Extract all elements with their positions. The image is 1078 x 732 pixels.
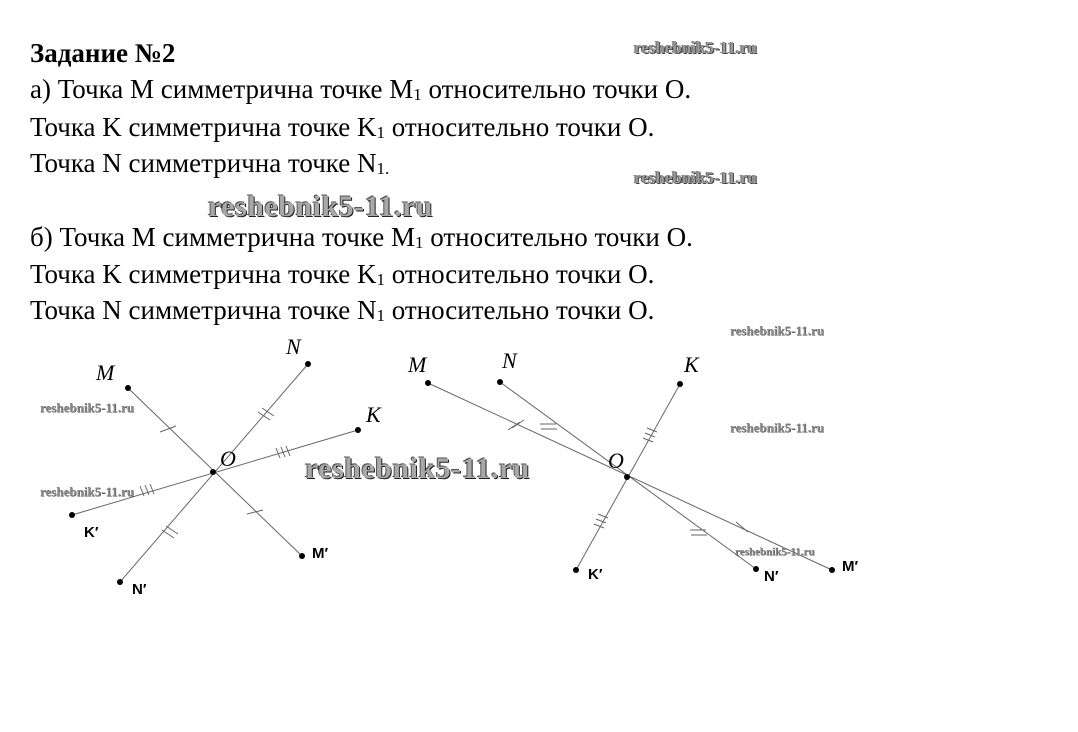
label-o-b: O (608, 448, 624, 473)
task-title: Задание №2 (30, 38, 176, 68)
point-k1-a (69, 512, 75, 518)
label-k1-b: K′ (588, 566, 603, 583)
point-o-b (624, 474, 630, 480)
label-m1-b: M′ (842, 558, 859, 575)
watermark: reshebnik5-11.ru (730, 420, 825, 435)
watermark: reshebnik5-11.ru (735, 546, 815, 558)
label-o-a: O (220, 446, 236, 471)
watermark: reshebnik5-11.ru (40, 484, 135, 499)
watermark: reshebnik5-11.ru (40, 400, 135, 415)
watermark: reshebnik5-11.ru (305, 452, 530, 485)
tick-mark (645, 433, 655, 437)
label-n1-b: N′ (764, 568, 779, 585)
point-k1-b (573, 567, 579, 573)
point-k-a (355, 427, 361, 433)
point-o-a (210, 469, 216, 475)
point-n-b (497, 379, 503, 385)
label-m1-a: M′ (312, 545, 329, 562)
point-n-a (305, 361, 311, 367)
watermark: reshebnik5-11.ru (634, 38, 757, 57)
label-n-b: N (502, 348, 517, 373)
point-m-b (425, 380, 431, 386)
label-k1-a: K′ (84, 524, 99, 541)
point-k-b (677, 381, 683, 387)
label-m-a: M (96, 360, 115, 385)
label-m-b: M (408, 352, 427, 377)
part-a-line-1: а) Точка M симметрична точке $M_1$ относительно точки O. (30, 74, 692, 104)
part-a-line-3: Точка N симметрична точке $N_{1.}$ (30, 148, 390, 178)
watermark: reshebnik5-11.ru (208, 190, 433, 223)
watermark: reshebnik5-11.ru (634, 168, 757, 187)
point-m-a (125, 385, 131, 391)
point-n1-a (117, 579, 123, 585)
point-m1-a (299, 553, 305, 559)
tick-mark (736, 522, 748, 532)
tick-mark (258, 412, 270, 420)
label-n-a: N (286, 334, 301, 359)
point-m1-b (829, 567, 835, 573)
part-b-line-2: Точка K симметрична точке $K_1$ относительно точки O. (30, 259, 655, 289)
part-b-line-1: б) Точка M симметрична точке $M_1$ относительно точки O. (30, 222, 693, 252)
label-k-b: K (684, 352, 699, 377)
watermark: reshebnik5-11.ru (730, 323, 825, 338)
tick-mark (162, 530, 174, 538)
part-b-line-3: Точка N симметрична точке $N_1$ относительно точки O. (30, 295, 655, 325)
point-n1-b (753, 566, 759, 572)
tick-mark (594, 524, 604, 528)
part-a-line-2: Точка K симметрична точке $K_1$ относительно точки O. (30, 112, 655, 142)
tick-mark (150, 484, 154, 494)
label-k-a: K (366, 402, 381, 427)
label-n1-a: N′ (132, 581, 147, 598)
tick-mark (166, 526, 178, 534)
